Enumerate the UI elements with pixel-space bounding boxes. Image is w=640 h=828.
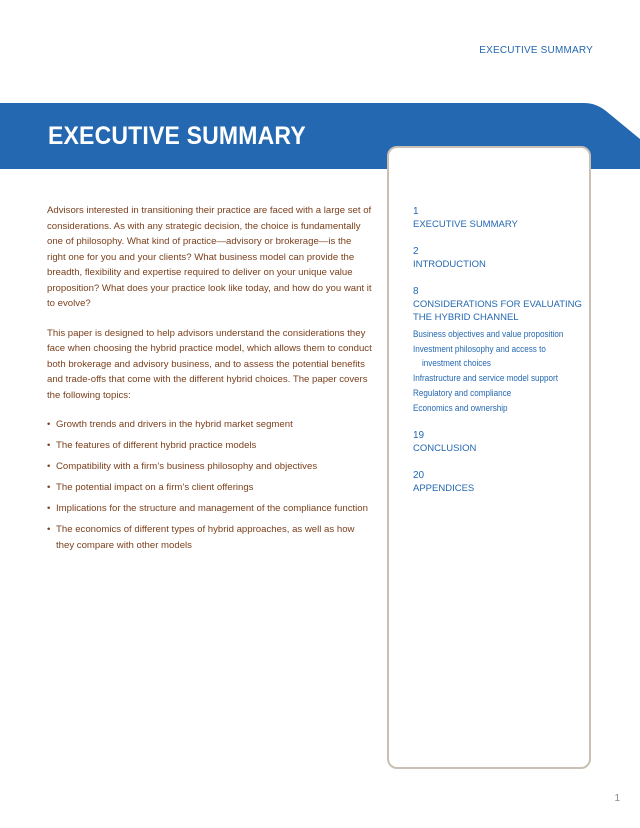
- toc-entry-executive-summary[interactable]: [413, 205, 593, 231]
- toc-title[interactable]: APPENDICES: [413, 483, 475, 495]
- toc-subtopic[interactable]: Business objectives and value proposition: [413, 329, 564, 339]
- list-item: [47, 438, 372, 454]
- page-title: EXECUTIVE SUMMARY: [48, 122, 306, 150]
- toc-page-number: 8: [413, 286, 419, 297]
- page-number: 1: [614, 793, 620, 804]
- toc-subtopics: [413, 327, 593, 415]
- list-item: [47, 501, 372, 517]
- toc-page-number: 19: [413, 430, 425, 442]
- toc-subtopic[interactable]: Investment philosophy and access to: [413, 343, 546, 354]
- toc-title[interactable]: INTRODUCTION: [413, 259, 486, 270]
- toc-title[interactable]: CONCLUSION: [413, 443, 477, 455]
- toc-title[interactable]: EXECUTIVE SUMMARY: [413, 219, 518, 230]
- running-header: EXECUTIVE SUMMARY: [479, 45, 593, 56]
- toc-subtopic[interactable]: Economics and ownership: [413, 402, 508, 413]
- toc-page-number: 20: [413, 470, 425, 482]
- toc-title[interactable]: CONSIDERATIONS FOR EVALUATING THE HYBRID CHANNEL: [413, 299, 582, 323]
- main-content: [47, 203, 372, 559]
- toc-subtopic[interactable]: Infrastructure and service model support: [413, 373, 558, 384]
- table-of-contents: [413, 205, 593, 509]
- purpose-paragraph: This paper is designed to help advisors understand the considerations they face when choosing the hybrid practice model, which allows them to conduct both brokerage and advisory business, and to assess the potential benefits and trade-offs that come with the different hybrid choices. The paper covers the following topics:: [47, 327, 372, 401]
- toc-entry-appendices[interactable]: [413, 469, 593, 495]
- toc-entry-considerations[interactable]: [413, 285, 593, 415]
- toc-page-number: 2: [413, 246, 419, 257]
- list-item: [47, 480, 372, 496]
- list-item-text: The features of different hybrid practice models: [56, 440, 257, 451]
- bullet-icon: •: [47, 482, 51, 493]
- toc-page-number: 1: [413, 206, 419, 217]
- list-item-text: The potential impact on a firm’s client offerings: [56, 482, 254, 493]
- intro-paragraph: Advisors interested in transitioning their practice are faced with a large set of considerations. As with any strategic decision, the choice is fundamentally one of philosophy. What kind of practice—advisory or brokerage—is the right one for you and your clients? What business model can provide the breadth, flexibility and expertise required to deliver on your unique value proposition? What does your practice look like today, and how do you want it to evolve?: [47, 205, 372, 309]
- list-item: [47, 522, 372, 553]
- list-item: [47, 417, 372, 433]
- list-item: [47, 459, 372, 475]
- list-item-text: The economics of different types of hybrid approaches, as well as how they compare with other models: [56, 524, 355, 551]
- topics-list: [47, 417, 372, 553]
- bullet-icon: •: [47, 440, 51, 451]
- toc-entry-conclusion[interactable]: [413, 429, 593, 455]
- bullet-icon: •: [47, 524, 51, 535]
- bullet-icon: •: [47, 461, 51, 472]
- toc-entry-introduction[interactable]: [413, 245, 593, 271]
- toc-subtopic[interactable]: Regulatory and compliance: [413, 387, 512, 398]
- list-item-text: Compatibility with a firm’s business philosophy and objectives: [56, 461, 318, 472]
- bullet-icon: •: [47, 419, 51, 430]
- toc-subtopic-continuation[interactable]: investment choices: [422, 358, 491, 369]
- bullet-icon: •: [47, 503, 51, 514]
- list-item-text: Implications for the structure and management of the compliance function: [56, 503, 368, 514]
- list-item-text: Growth trends and drivers in the hybrid market segment: [56, 419, 293, 430]
